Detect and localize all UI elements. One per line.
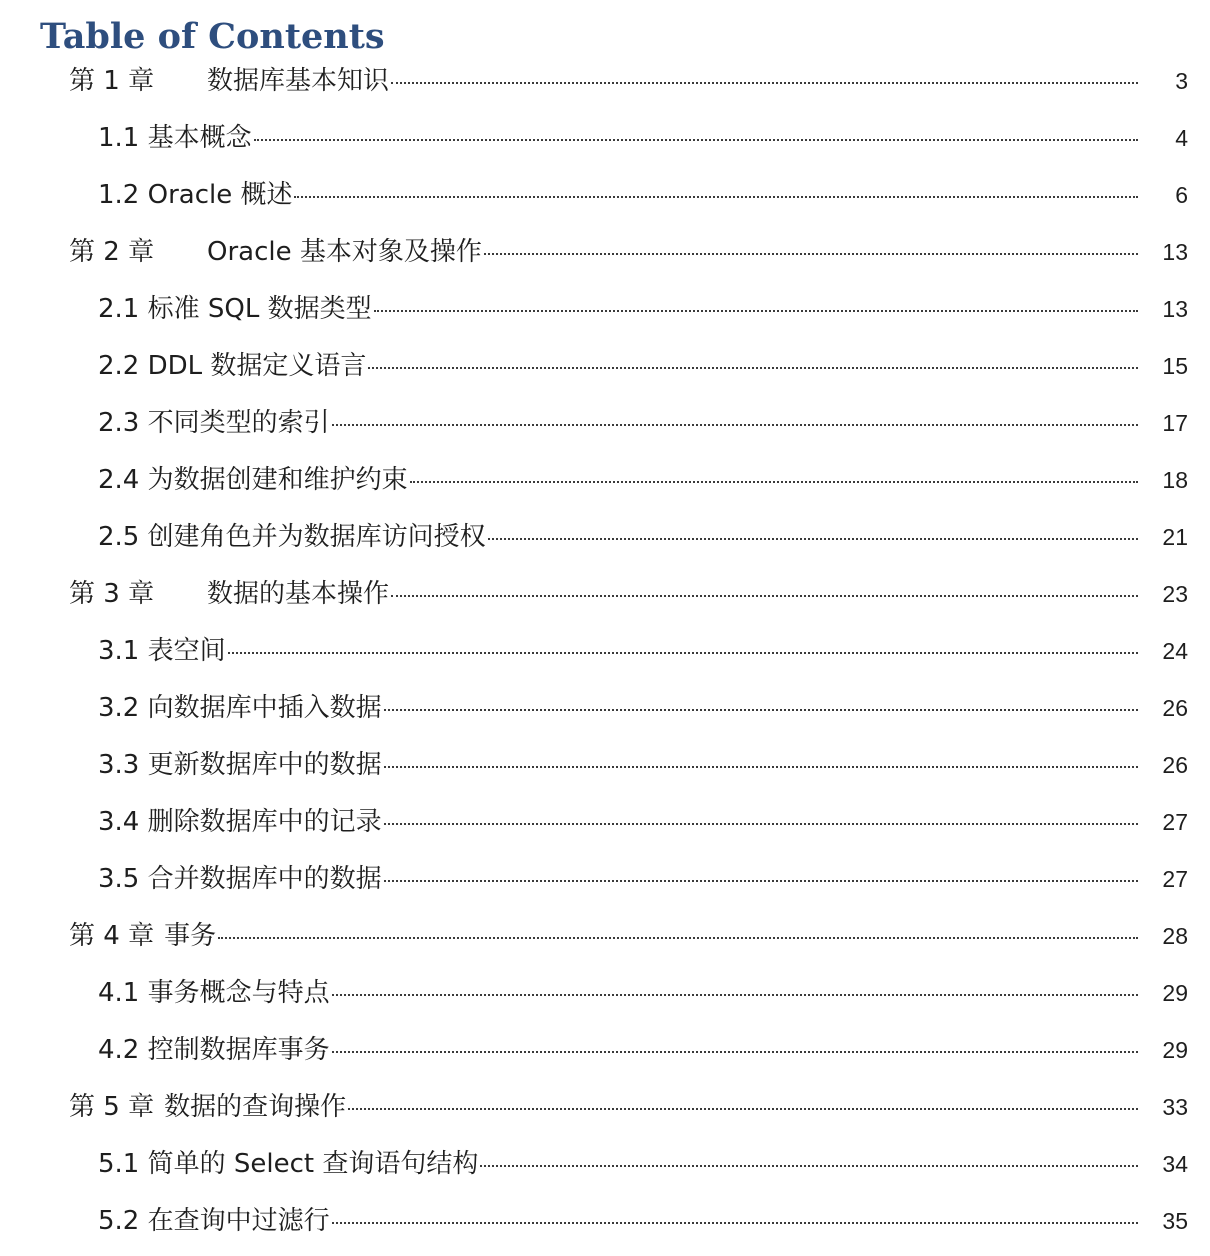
chapter-number: 第 5 章 [69,1092,155,1122]
section-title: 2.1 标准 SQL 数据类型 [98,294,372,324]
chapter-number: 第 3 章 [69,579,155,609]
page-number: 13 [1162,239,1188,265]
dot-leader [488,538,1138,540]
page-number: 29 [1162,1037,1188,1063]
page-number: 28 [1162,923,1188,949]
toc-chapter-1[interactable] [0,55,1210,112]
toc-section-3-5[interactable] [0,853,1210,910]
page-number: 21 [1162,524,1188,550]
page-number: 27 [1162,809,1188,835]
toc-section-5-2[interactable] [0,1195,1210,1252]
toc-section-2-3[interactable] [0,397,1210,454]
section-title: 3.3 更新数据库中的数据 [98,750,382,780]
toc-section-5-1[interactable] [0,1138,1210,1195]
toc-chapter-2[interactable] [0,226,1210,283]
page-number: 26 [1162,752,1188,778]
dot-leader [384,709,1138,711]
section-title: 3.2 向数据库中插入数据 [98,693,382,723]
dot-leader [384,766,1138,768]
toc-section-2-2[interactable] [0,340,1210,397]
section-title: 2.5 创建角色并为数据库访问授权 [98,522,486,552]
page-number: 33 [1162,1094,1188,1120]
page-number: 13 [1162,296,1188,322]
chapter-title: 数据库基本知识 [207,66,390,96]
page-number: 3 [1175,68,1188,94]
chapter-number: 第 1 章 [69,66,155,96]
dot-leader [348,1108,1138,1110]
chapter-title: Oracle 基本对象及操作 [207,237,482,267]
page-number: 18 [1162,467,1188,493]
dot-leader [332,1222,1138,1224]
toc-chapter-3[interactable] [0,568,1210,625]
dot-leader [368,367,1138,369]
toc-section-3-1[interactable] [0,625,1210,682]
section-title: 2.4 为数据创建和维护约束 [98,465,408,495]
page-number: 29 [1162,980,1188,1006]
chapter-number: 第 4 章 [69,921,155,951]
page-number: 35 [1162,1208,1188,1234]
toc-section-2-1[interactable] [0,283,1210,340]
dot-leader [374,310,1138,312]
dot-leader [254,139,1138,141]
toc-section-1-1[interactable] [0,112,1210,169]
dot-leader [294,196,1138,198]
toc-section-2-4[interactable] [0,454,1210,511]
dot-leader [332,424,1138,426]
section-title: 5.2 在查询中过滤行 [98,1206,330,1236]
dot-leader [384,823,1138,825]
dot-leader [332,994,1138,996]
dot-leader [484,253,1138,255]
section-title: 1.1 基本概念 [98,123,252,153]
toc-section-3-3[interactable] [0,739,1210,796]
dot-leader [228,652,1138,654]
dot-leader [391,82,1138,84]
page-number: 23 [1162,581,1188,607]
page-number: 17 [1162,410,1188,436]
page-number: 24 [1162,638,1188,664]
chapter-number: 第 2 章 [69,237,155,267]
toc-section-4-2[interactable] [0,1024,1210,1081]
toc-chapter-4[interactable] [0,910,1210,967]
section-title: 3.5 合并数据库中的数据 [98,864,382,894]
dot-leader [332,1051,1138,1053]
dot-leader [218,937,1138,939]
page-number: 4 [1175,125,1188,151]
page-number: 6 [1175,182,1188,208]
dot-leader [480,1165,1138,1167]
chapter-title: 事务 [164,921,217,951]
section-title: 5.1 简单的 Select 查询语句结构 [98,1149,479,1179]
dot-leader [410,481,1138,483]
section-title: 3.1 表空间 [98,636,226,666]
page-number: 27 [1162,866,1188,892]
toc-section-4-1[interactable] [0,967,1210,1024]
page-number: 15 [1162,353,1188,379]
section-title: 1.2 Oracle 概述 [98,180,293,210]
toc-chapter-5[interactable] [0,1081,1210,1138]
toc-section-3-4[interactable] [0,796,1210,853]
toc-section-2-5[interactable] [0,511,1210,568]
page-number: 34 [1162,1151,1188,1177]
chapter-title: 数据的查询操作 [164,1092,347,1122]
section-title: 3.4 删除数据库中的记录 [98,807,382,837]
toc-list [0,55,1210,1252]
section-title: 2.3 不同类型的索引 [98,408,330,438]
section-title: 4.1 事务概念与特点 [98,978,330,1008]
toc-title: Table of Contents [40,16,385,57]
toc-section-1-2[interactable] [0,169,1210,226]
section-title: 4.2 控制数据库事务 [98,1035,330,1065]
section-title: 2.2 DDL 数据定义语言 [98,351,367,381]
chapter-title: 数据的基本操作 [207,579,390,609]
dot-leader [384,880,1138,882]
page-number: 26 [1162,695,1188,721]
dot-leader [391,595,1138,597]
toc-section-3-2[interactable] [0,682,1210,739]
